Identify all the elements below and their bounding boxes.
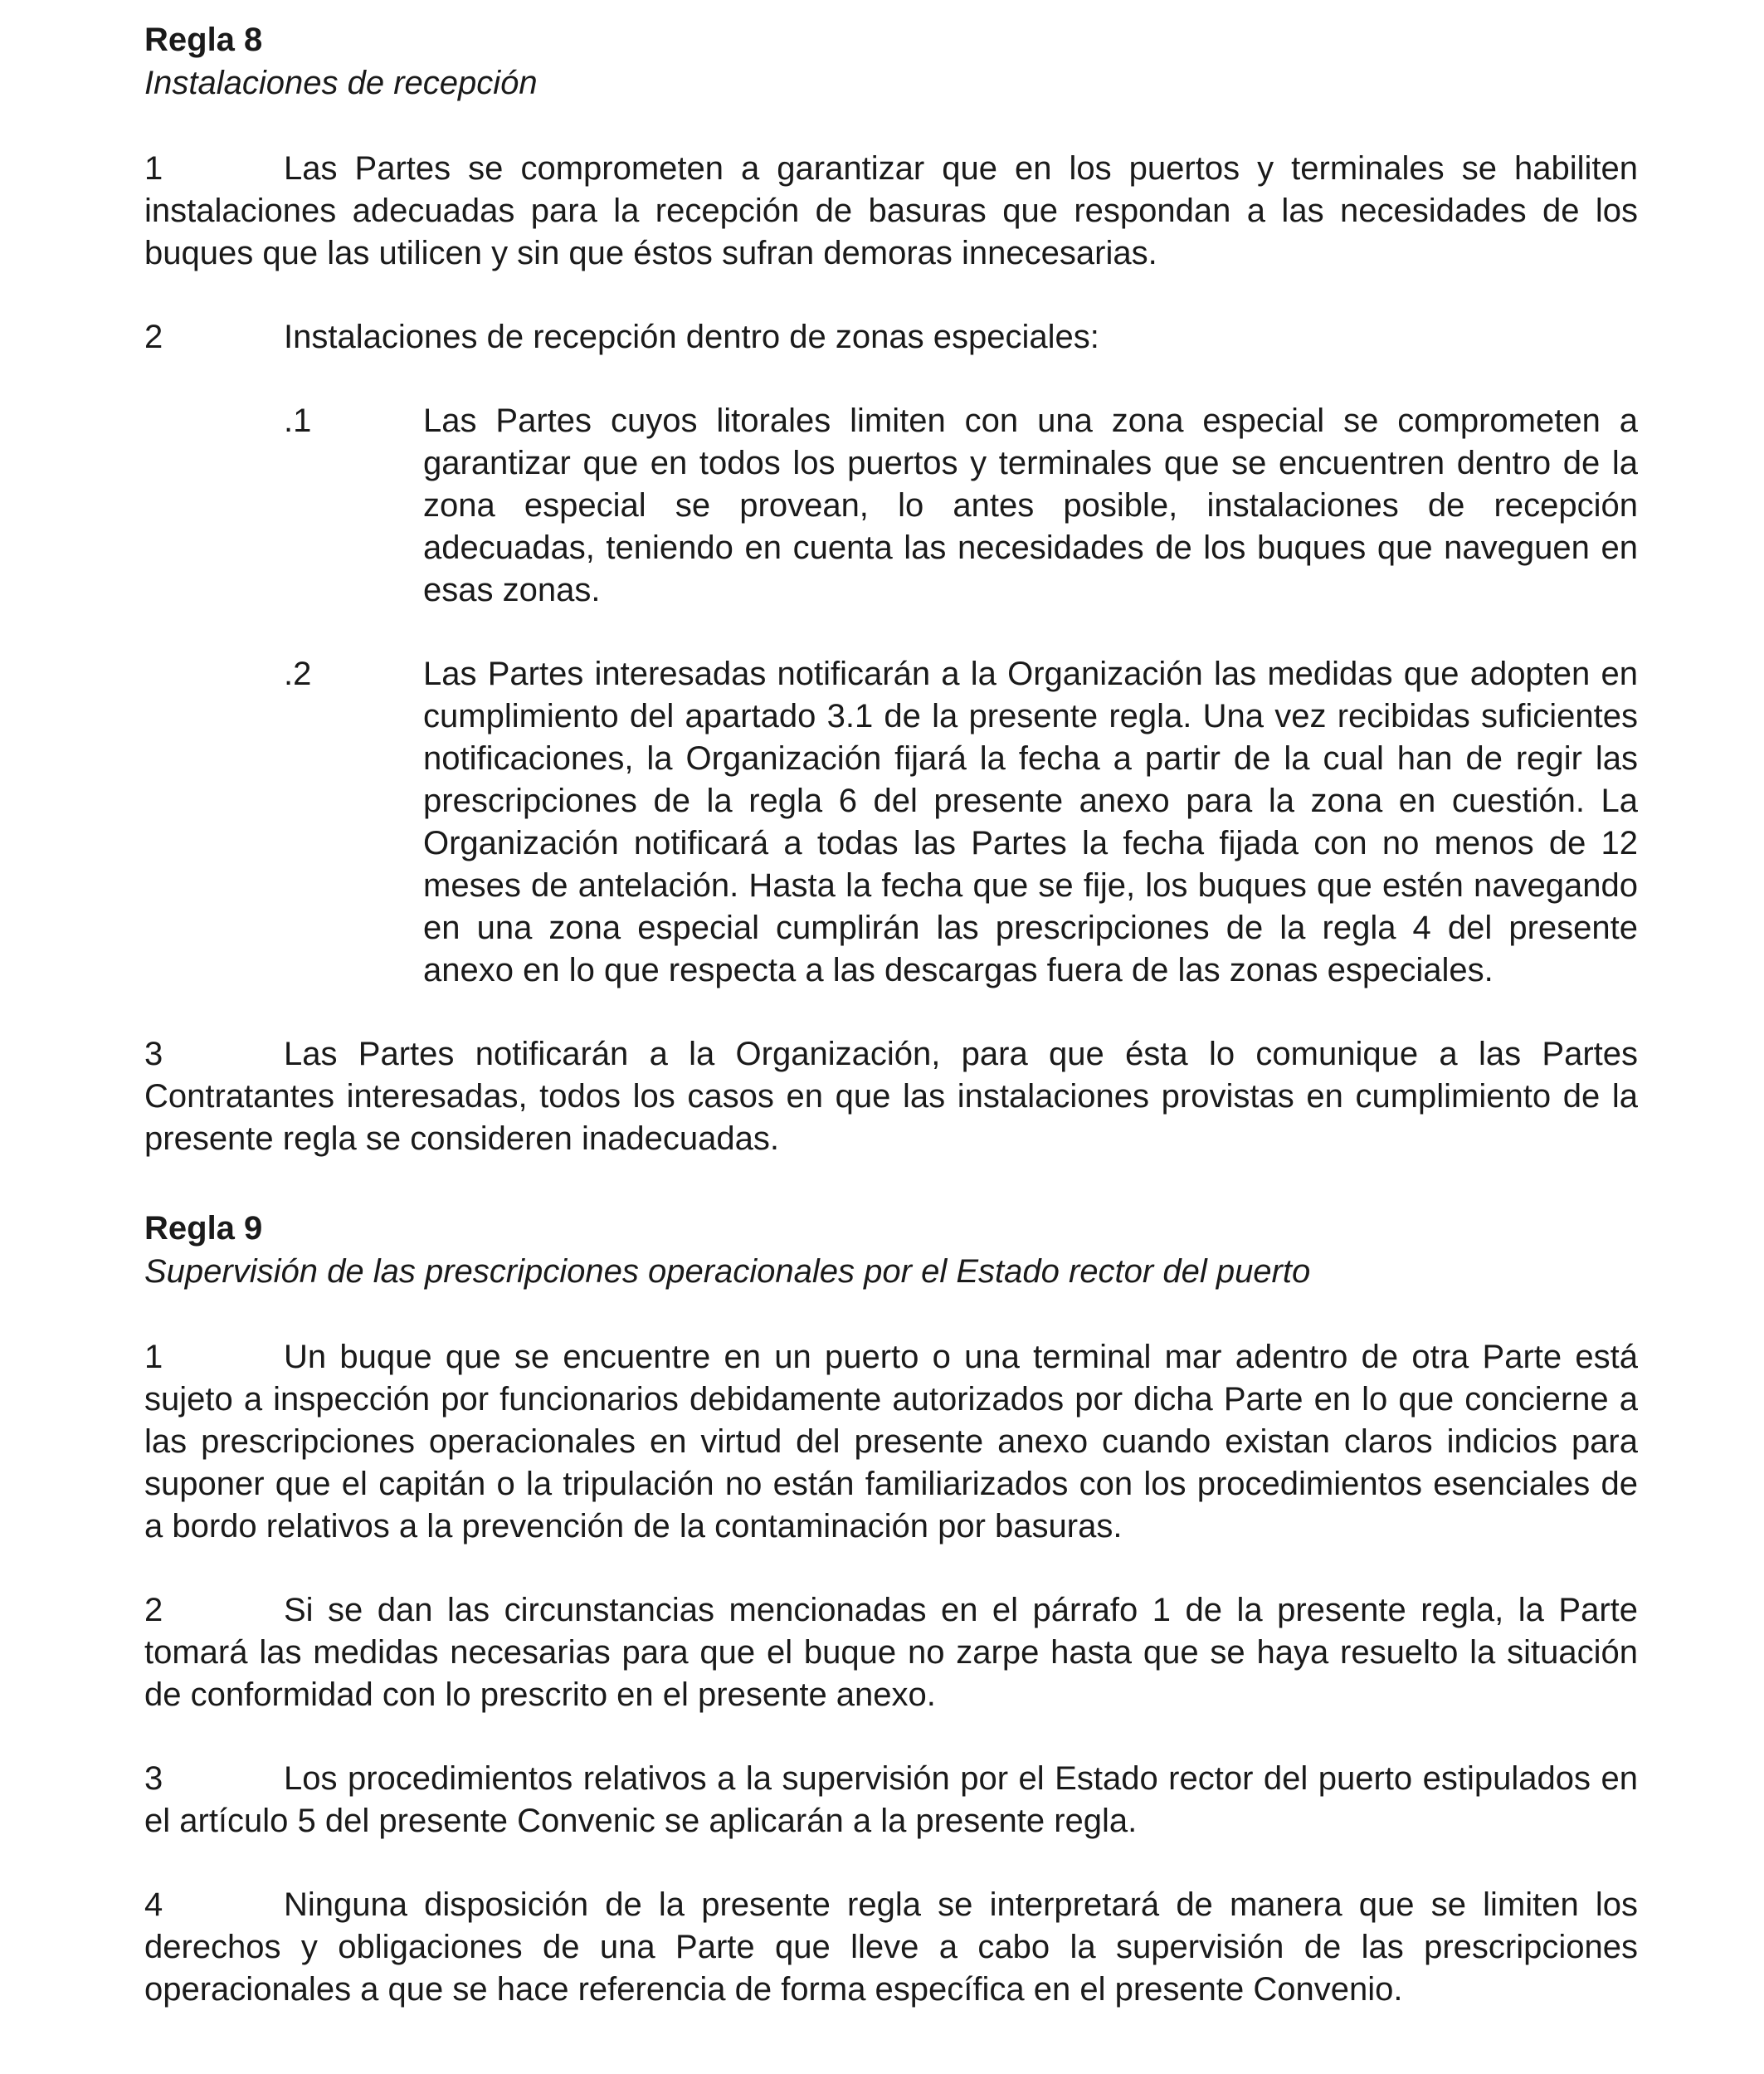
paragraph-text: Las Partes notificarán a la Organización, para que ésta lo comunique a las Partes Contratantes interesadas, todos los casos en que las instalaciones provistas en cumplimiento de la presente regla se consideren inadecuadas. [144,1036,1638,1157]
paragraph-text: Ninguna disposición de la presente regla se interpretará de manera que se limiten los derechos y obligaciones de una Parte que lleve a cabo la supervisión de las prescripciones operacionales a que se hace referencia de forma específica en el presente Convenio. [144,1886,1638,2008]
rule-9-title: Regla 9 [144,1210,263,1247]
rule-8-paragraph-2 [144,316,1638,359]
rule-9-paragraph-1 [144,1336,1638,1548]
rule-8-subparagraph-2-2 [144,653,1638,992]
rule-8-subtitle: Instalaciones de recepción [144,65,538,101]
paragraph-number: 3 [144,1760,163,1797]
rule-9-subtitle: Supervisión de las prescripciones operacionales por el Estado rector del puerto [144,1253,1311,1290]
rule-9-paragraph-3 [144,1758,1638,1842]
paragraph-text: Los procedimientos relativos a la supervisión por el Estado rector del puerto estipulados en el artículo 5 del presente Convenic se aplicarán a la presente regla. [144,1760,1638,1839]
paragraph-number: 3 [144,1036,163,1072]
rule-8-title: Regla 8 [144,22,263,58]
paragraph-number: 2 [144,1592,163,1628]
rule-8-section [144,18,1638,1160]
subparagraph-text: Las Partes cuyos litorales limiten con una zona especial se comprometen a garantizar que en todos los puertos y terminales que se encuentren dentro de la zona especial se provean, lo antes posible, instalaciones de recepción adecuadas, teniendo en cuenta las necesidades de los buques que naveguen en esas zonas. [423,403,1638,608]
paragraph-text: Instalaciones de recepción dentro de zonas especiales: [284,319,1099,355]
rule-8-paragraph-1 [144,148,1638,275]
rule-8-subparagraph-2-1 [144,400,1638,612]
subparagraph-text: Las Partes interesadas notificarán a la Organización las medidas que adopten en cumplimiento del apartado 3.1 de la presente regla. Una vez recibidas suficientes notificaciones, la Organización fijará la fecha a partir de la cual han de regir las prescripciones de la regla 6 del presente anexo para la zona en cuestión. La Organización notificará a todas las Partes la fecha fijada con no menos de 12 meses de antelación. Hasta la fecha que se fije, los buques que estén navegando en una zona especial cumplirán las prescripciones de la regla 4 del presente anexo en lo que respecta a las descargas fuera de las zonas especiales. [423,656,1638,988]
rule-9-paragraph-4 [144,1884,1638,2011]
paragraph-number: 4 [144,1886,163,1923]
rule-9-section [144,1207,1638,2011]
paragraph-number: 1 [144,1339,163,1375]
paragraph-number: 2 [144,319,163,355]
paragraph-text: Si se dan las circunstancias mencionadas en el párrafo 1 de la presente regla, la Parte tomará las medidas necesarias para que el buque no zarpe hasta que se haya resuelto la situación de conformidad con lo prescrito en el presente anexo. [144,1592,1638,1713]
rule-9-paragraph-2 [144,1589,1638,1716]
paragraph-text: Un buque que se encuentre en un puerto o una terminal mar adentro de otra Parte está sujeto a inspección por funcionarios debidamente autorizados por dicha Parte en lo que concierne a las prescripciones operacionales en virtud del presente anexo cuando existan claros indicios para suponer que el capitán o la tripulación no están familiarizados con los procedimientos esenciales de a bordo relativos a la prevención de la contaminación por basuras. [144,1339,1638,1545]
rule-8-paragraph-3 [144,1033,1638,1160]
paragraph-number: 1 [144,150,163,187]
paragraph-text: Las Partes se comprometen a garantizar que en los puertos y terminales se habiliten instalaciones adecuadas para la recepción de basuras que respondan a las necesidades de los buques que las utilicen y sin que éstos sufran demoras innecesarias. [144,150,1638,271]
subparagraph-number: .2 [284,656,312,692]
document-page [144,18,1638,2052]
subparagraph-number: .1 [284,403,312,439]
